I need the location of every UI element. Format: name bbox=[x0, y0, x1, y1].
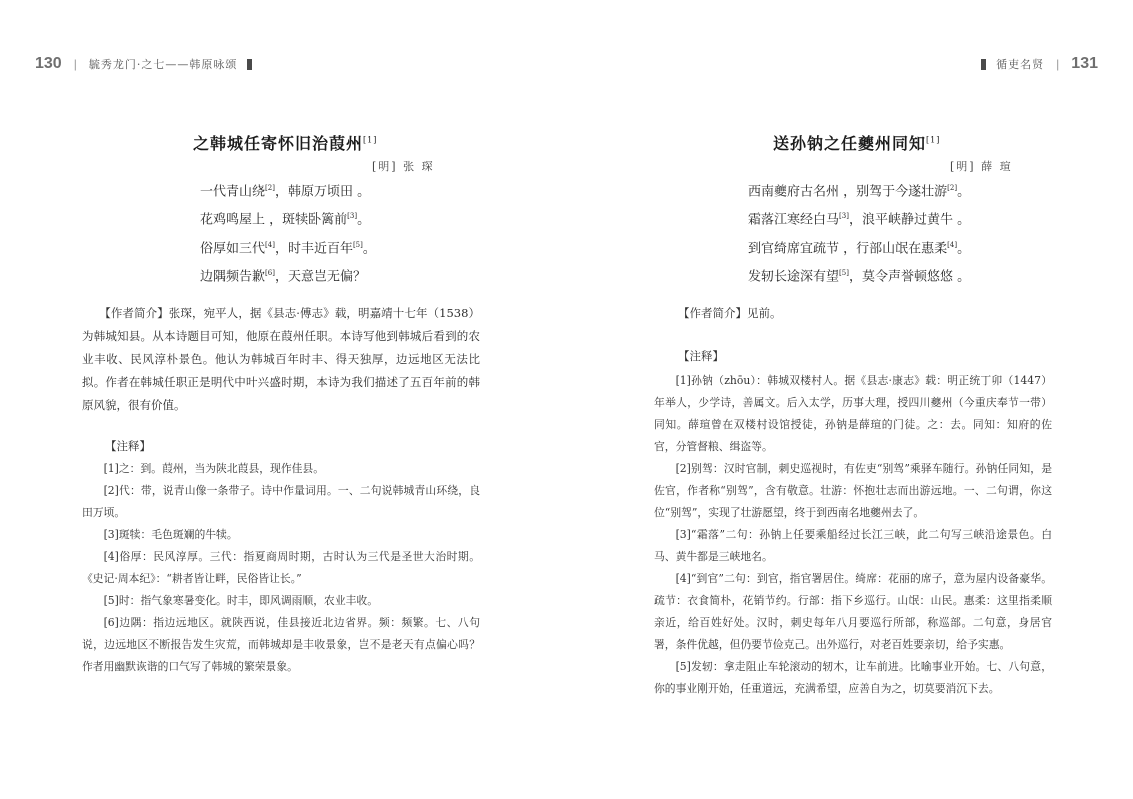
header-marker bbox=[981, 59, 986, 70]
note-item: [6]边隅：指边远地区。就陕西说，佳县接近北边省界。频：频繁。七、八句说，边远地区不断报告发生灾荒，而韩城却是丰收景象，岂不是老天有点偏心吗？作者用幽默诙谐的口气写了韩城的繁荣景象。 bbox=[82, 616, 480, 673]
notes-list bbox=[82, 458, 480, 678]
poem-author: [明] 薛 瑄 bbox=[950, 160, 1013, 173]
note-item: [4]俗厚：民风淳厚。三代：指夏商周时期，古时认为三代是圣世大治时期。《史记·周本纪》：“耕者皆让畔，民俗皆让长。” bbox=[82, 550, 480, 585]
note-item: [4]“到官”二句：到官，指官署居住。绮席：花丽的席子，意为屋内设备豪华。疏节：衣食简朴，花销节约。行部：指下乡巡行。山氓：山民。惠柔：这里指柔顺亲近，给百姓好处。汉时，刺史每年八月要巡行所部，称巡部。二句意，身居官署，条件优越，但仍要节俭克己。出外巡行，对老百姓要亲切，给予实惠。 bbox=[654, 572, 1052, 651]
header-separator: | bbox=[1056, 57, 1060, 71]
notes-list bbox=[654, 370, 1052, 700]
notes-heading: 【注释】 bbox=[105, 439, 151, 453]
poem-line: 到官绮席宜疏节 ，行部山氓在惠柔[4]。 bbox=[748, 240, 971, 256]
poem-line: 霜落江寒经白马[3]，浪平峡静过黄牛 。 bbox=[748, 212, 971, 228]
poem-title: 之韩城任寄怀旧治葭州[1] bbox=[193, 134, 378, 153]
page-number: 131 bbox=[1071, 55, 1098, 72]
note-item: [5]发轫：拿走阻止车轮滚动的轫木，让车前进。比喻事业开始。七、八句意，你的事业刚开始，任重道远，充满希望，应善自为之，切莫要消沉下去。 bbox=[654, 660, 1052, 695]
poem-line: 边隅频告歉[6]，天意岂无偏？ bbox=[200, 268, 366, 285]
poem-author: [明] 张 琛 bbox=[372, 160, 435, 173]
note-item: [2]别驾：汉时官制，刺史巡视时，有佐吏“别驾”乘驿车随行。孙钠任同知，是佐官，作者称“别驾”，含有敬意。壮游：怀抱壮志而出游远地。一、二句谓，你这位“别驾”，实现了壮游愿望，终于到西南名地夔州去了。 bbox=[654, 462, 1052, 519]
right-header bbox=[971, 52, 1098, 76]
poem-title: 送孙钠之任夔州同知[1] bbox=[773, 134, 941, 153]
left-header bbox=[35, 52, 262, 76]
poem-line: 一代青山绕[2]，韩原万顷田 。 bbox=[200, 184, 371, 200]
note-item: [1]孙钠（zhōu）：韩城双楼村人。据《县志·康志》载：明正统丁卯（1447）年举人，少学诗，善属文。后入太学，历事大理，授四川夔州（今重庆奉节一带）同知。薛瑄曾在双楼村设馆授徒，孙钠是薛瑄的门徒。之：去。同知：知府的佐官，分管督粮、缉盗等。 bbox=[654, 374, 1052, 453]
note-item: [5]时：指气象寒暑变化。时丰，即风调雨顺，农业丰收。 bbox=[103, 594, 379, 607]
poem-line: 俗厚如三代[4]，时丰近百年[5]。 bbox=[200, 240, 376, 256]
header-marker bbox=[247, 59, 252, 70]
poem-body bbox=[200, 176, 376, 289]
poem-line: 西南夔府古名州 ，别驾于今遂壮游[2]。 bbox=[748, 184, 971, 200]
page-number: 130 bbox=[35, 55, 62, 72]
running-title: 毓秀龙门·之七——韩原咏颂 bbox=[88, 58, 238, 71]
author-intro: 【作者简介】张琛，宛平人，据《县志·傅志》载，明嘉靖十七年（1538）为韩城知县。从本诗题目可知，他原在葭州任职。本诗写他到韩城后看到的农业丰收、民风淳朴景色。他认为韩城百年时丰、得天独厚，边远地区无法比拟。作者在韩城任职正是明代中叶兴盛时期，本诗为我们描述了五百年前的韩原风貌，很有价值。 bbox=[82, 306, 480, 412]
poem-line: 花鸡鸣屋上 ，斑犊卧篱前[3]。 bbox=[200, 212, 371, 228]
header-separator: | bbox=[73, 57, 77, 71]
poem-body bbox=[748, 176, 970, 289]
poem-line: 发轫长途深有望[5]，莫令声誉顿悠悠 。 bbox=[748, 268, 971, 285]
notes-heading: 【注释】 bbox=[678, 349, 724, 363]
note-item: [1]之：到。葭州，当为陕北葭县，现作佳县。 bbox=[103, 462, 325, 475]
right-page bbox=[566, 0, 1133, 799]
note-item: [3]“霜落”二句：孙钠上任要乘船经过长江三峡，此二句写三峡沿途景色。白马、黄牛都是三峡地名。 bbox=[654, 528, 1052, 563]
note-item: [3]斑犊：毛色斑斓的牛犊。 bbox=[103, 528, 238, 541]
note-item: [2]代：带，说青山像一条带子。诗中作量词用。一、二句说韩城青山环绕，良田万顷。 bbox=[82, 484, 480, 519]
left-page bbox=[0, 0, 566, 799]
running-title: 循吏名贤 bbox=[996, 58, 1045, 71]
author-intro: 【作者简介】见前。 bbox=[678, 306, 782, 320]
